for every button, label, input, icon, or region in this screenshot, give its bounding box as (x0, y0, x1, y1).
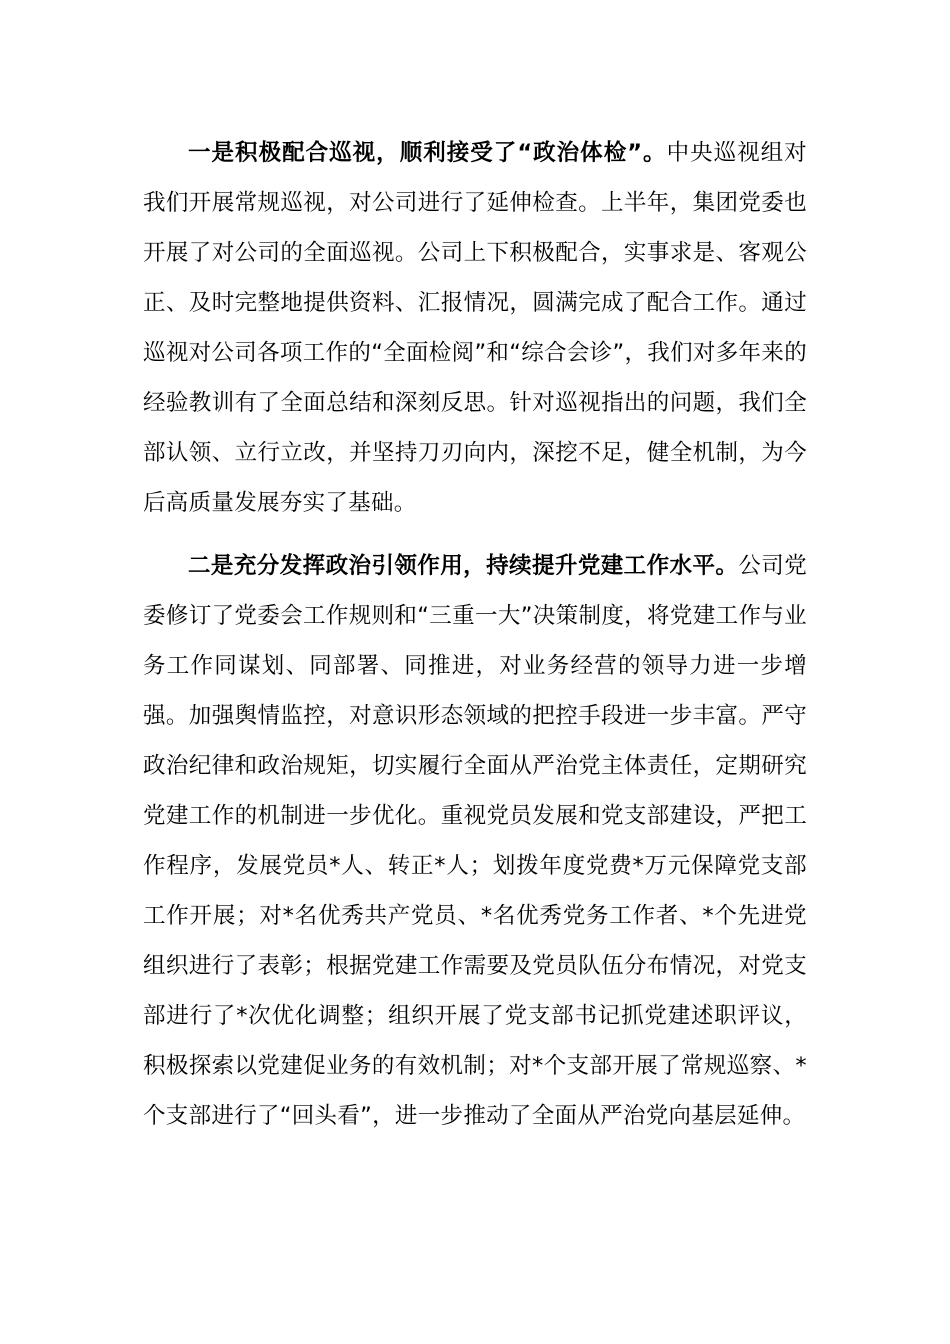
paragraph-1-lead: 一是积极配合巡视，顺利接受了“政治体检”。 (188, 140, 667, 166)
paragraph-1-text: 中央巡视组对我们开展常规巡视，对公司进行了延伸检查。上半年，集团党委也开展了对公司的全面巡视。公司上下积极配合，实事求是、客观公正、及时完整地提供资料、汇报情况，圆满完成了配合工作。通过巡视对公司各项工作的“全面检阅”和“综合会诊”，我们对多年来的经验教训有了全面总结和深刻反思。针对巡视指出的问题，我们全部认领、立行立改，并坚持刀刃向内，深挖不足，健全机制，为今后高质量发展夯实了基础。 (143, 140, 807, 516)
paragraph-2-lead: 二是充分发挥政治引领作用，持续提升党建工作水平。 (188, 553, 739, 579)
paragraph-1 (143, 128, 807, 528)
paragraph-2 (143, 541, 807, 1141)
paragraph-2-text: 公司党委修订了党委会工作规则和“三重一大”决策制度，将党建工作与业务工作同谋划、同部署、同推进，对业务经营的领导力进一步增强。加强舆情监控，对意识形态领域的把控手段进一步丰富。严守政治纪律和政治规矩，切实履行全面从严治党主体责任，定期研究党建工作的机制进一步优化。重视党员发展和党支部建设，严把工作程序，发展党员*人、转正*人；划拨年度党费*万元保障党支部工作开展；对*名优秀共产党员、*名优秀党务工作者、*个先进党组织进行了表彰；根据党建工作需要及党员队伍分布情况，对党支部进行了*次优化调整；组织开展了党支部书记抓党建述职评议，积极探索以党建促业务的有效机制；对*个支部开展了常规巡察、*个支部进行了“回头看”，进一步推动了全面从严治党向基层延伸。 (143, 553, 808, 1129)
document-body (143, 128, 807, 1141)
